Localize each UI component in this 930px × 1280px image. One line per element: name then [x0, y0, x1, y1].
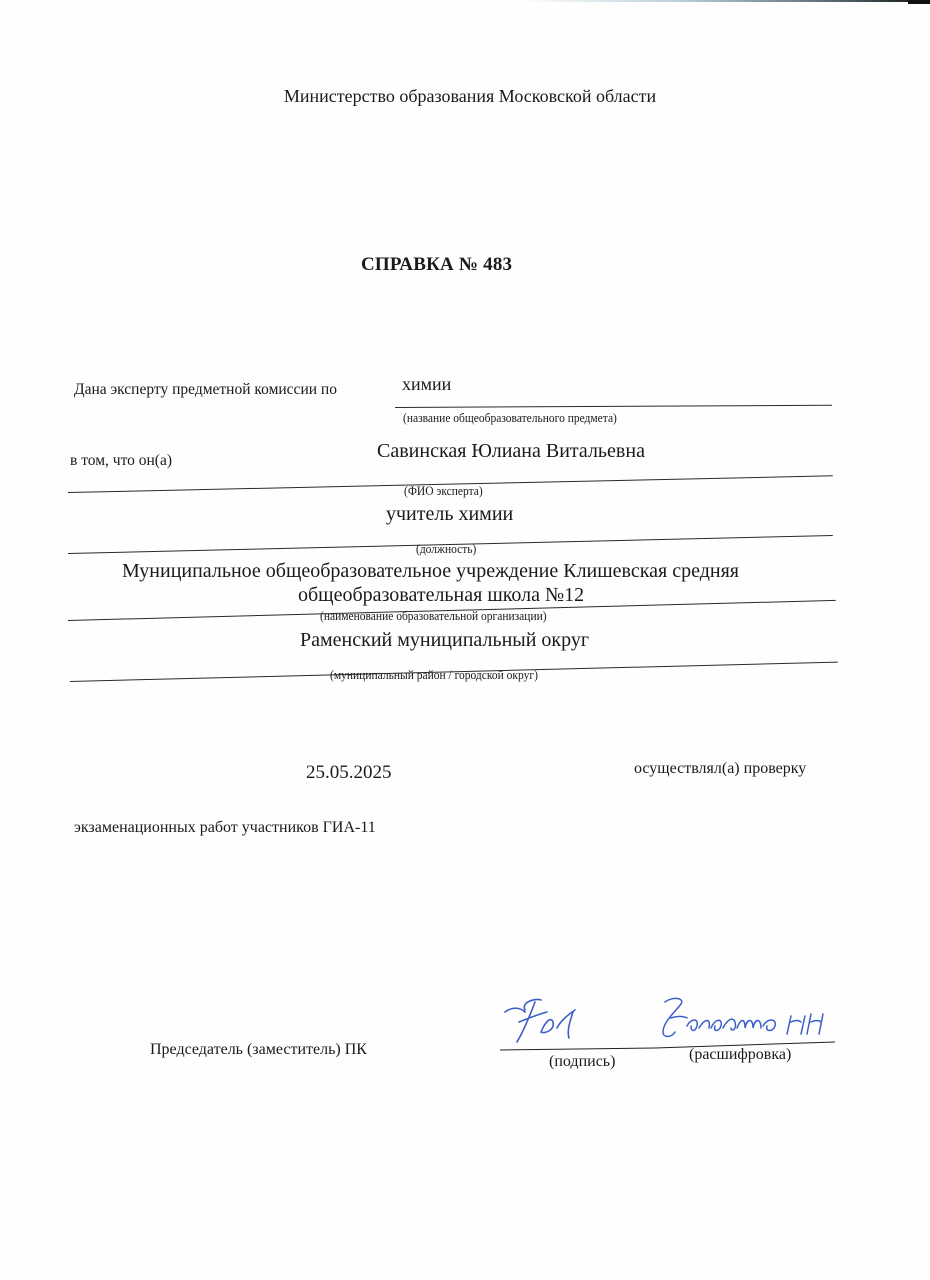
organization-value-line2: общеобразовательная школа №12 [298, 584, 585, 606]
subject-value: химии [402, 374, 452, 394]
scan-edge-artifact [520, 0, 930, 2]
handwritten-signature-icon [505, 999, 575, 1042]
decoding-caption: (расшифровка) [689, 1046, 792, 1063]
ministry-header: Министерство образования Московской области [283, 86, 657, 106]
statement-object: экзаменационных работ участников ГИА-11 [74, 819, 376, 836]
signature-area [495, 992, 840, 1052]
subject-intro-label: Дана эксперту предметной комиссии по [74, 381, 337, 398]
check-date: 25.05.2025 [306, 762, 392, 783]
document-title: СПРАВКА № 483 [361, 254, 513, 275]
handwritten-decoding-icon [663, 998, 823, 1036]
chairman-role-label: Председатель (заместитель) ПК [150, 1041, 367, 1058]
expert-intro-label: в том, что он(а) [70, 452, 173, 469]
subject-caption: (название общеобразовательного предмета) [403, 412, 617, 426]
signature-underline [500, 1048, 655, 1050]
expert-caption: (ФИО эксперта) [404, 485, 483, 499]
organization-value-line1: Муниципальное общеобразовательное учреждение Клишевская средняя [122, 560, 740, 582]
position-value: учитель химии [386, 503, 514, 525]
signature-caption: (подпись) [549, 1053, 616, 1070]
subject-underline [395, 405, 832, 408]
organization-caption: (наименование образовательной организации) [320, 610, 547, 624]
statement-verb: осуществлял(а) проверку [634, 760, 807, 777]
expert-name-value: Савинская Юлиана Витальевна [377, 440, 645, 462]
scan-corner-artifact [908, 0, 930, 4]
position-caption: (должность) [416, 543, 477, 557]
district-value: Раменский муниципальный округ [300, 629, 590, 651]
district-caption: (муниципальный район / городской округ) [330, 669, 538, 683]
